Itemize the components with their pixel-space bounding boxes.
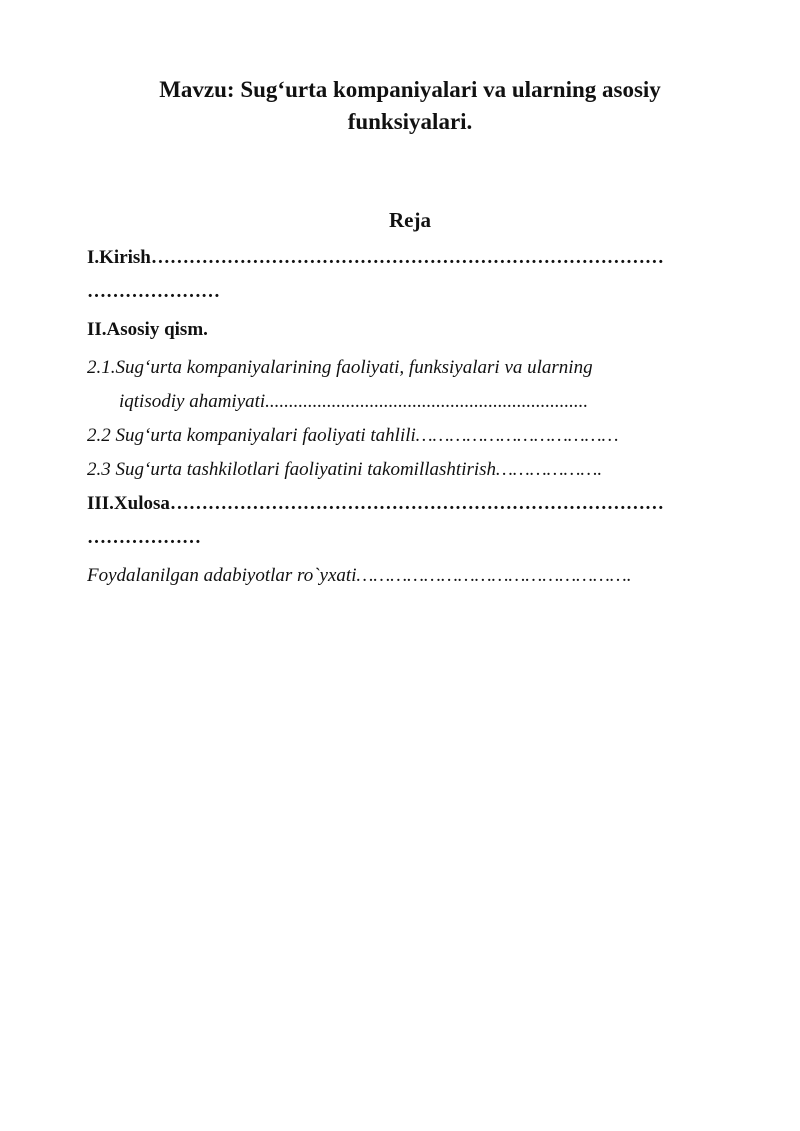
toc-main-heading: II.Asosiy qism. bbox=[87, 319, 208, 340]
document-title bbox=[60, 74, 760, 138]
toc-references: Foydalanilgan adabiyotlar ro`yxati…………………………………………. bbox=[87, 565, 632, 586]
toc-item-2-1-line-2: iqtisodiy ahamiyati.................................................................... bbox=[119, 391, 589, 412]
toc-item-2-2: 2.2 Sug‘urta kompaniyalari faoliyati tahlili……………………………… bbox=[87, 425, 619, 446]
title-line-1: Mavzu: Sug‘urta kompaniyalari va ularning asosiy bbox=[159, 77, 661, 102]
toc-conclusion-line-2: ……………… bbox=[87, 527, 201, 548]
toc-intro-line-2: ………………… bbox=[87, 281, 220, 302]
toc-item-2-1-line-1: 2.1.Sug‘urta kompaniyalarining faoliyati, funksiyalari va ularning bbox=[87, 357, 593, 378]
plan-heading: Reja bbox=[389, 208, 431, 232]
table-of-contents bbox=[87, 241, 727, 593]
title-line-2: funksiyalari. bbox=[347, 109, 473, 134]
toc-conclusion-line-1: III.Xulosa…………………………………………………………………… bbox=[87, 493, 664, 514]
toc-item-2-3: 2.3 Sug‘urta tashkilotlari faoliyatini takomillashtirish………………. bbox=[87, 459, 603, 480]
toc-intro-line-1: I.Kirish……………………………………………………………………… bbox=[87, 247, 664, 268]
